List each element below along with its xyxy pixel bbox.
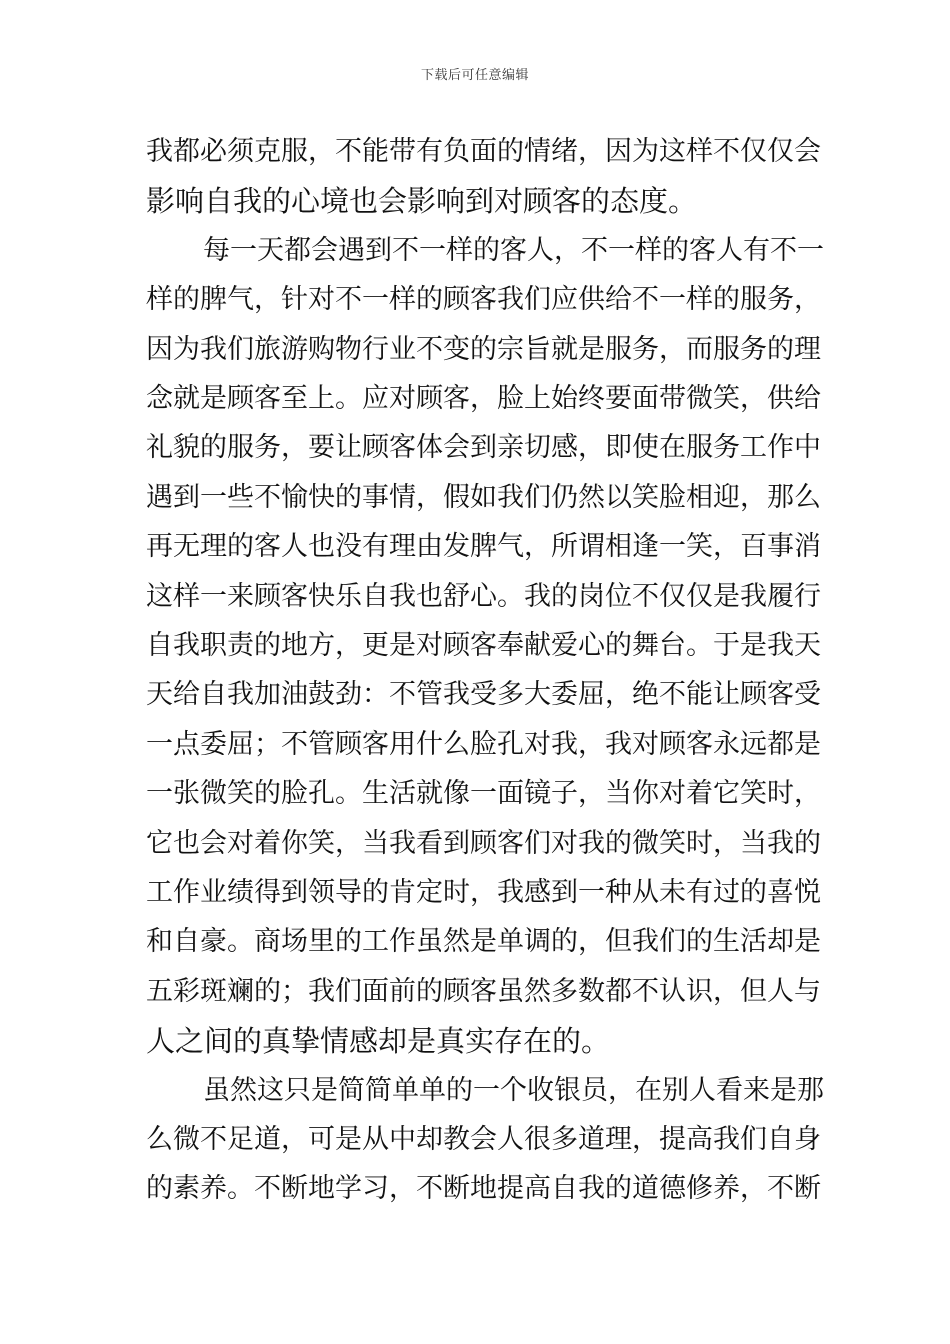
- text-line: 一点委屈；不管顾客用什么脸孔对我，我对顾客永远都是: [146, 728, 821, 760]
- text-line: 天给自我加油鼓劲：不管我受多大委屈，绝不能让顾客受: [146, 679, 821, 711]
- text-line: 再无理的客人也没有理由发脾气，所谓相逢一笑，百事消: [146, 531, 821, 563]
- text-line: 因为我们旅游购物行业不变的宗旨就是服务，而服务的理: [146, 333, 821, 365]
- text-line: 它也会对着你笑，当我看到顾客们对我的微笑时，当我的: [146, 827, 821, 859]
- text-line: 工作业绩得到领导的肯定时，我感到一种从未有过的喜悦: [146, 877, 821, 908]
- text-line: 人之间的真挚情感却是真实存在的。: [146, 1024, 611, 1059]
- text-line: 五彩斑斓的；我们面前的顾客虽然多数都不认识，但人与: [146, 975, 821, 1007]
- text-line: 念就是顾客至上。应对顾客，脸上始终要面带微笑，供给: [146, 383, 821, 414]
- text-line: 么微不足道，可是从中却教会人很多道理，提高我们自身: [146, 1124, 821, 1155]
- text-line: 每一天都会遇到不一样的客人，不一样的客人有不一: [203, 234, 824, 266]
- text-line: 样的脾气，针对不一样的顾客我们应供给不一样的服务，: [146, 284, 821, 316]
- text-line: 影响自我的心境也会影响到对顾客的态度。: [146, 184, 698, 219]
- text-line: 虽然这只是简简单单的一个收银员，在别人看来是那: [203, 1074, 824, 1106]
- page-header: 下载后可任意编辑: [420, 68, 529, 83]
- text-line: 自我职责的地方，更是对顾客奉献爱心的舞台。于是我天: [146, 630, 821, 661]
- text-line: 我都必须克服，不能带有负面的情绪，因为这样不仅仅会: [146, 136, 821, 167]
- text-line: 遇到一些不愉快的事情，假如我们仍然以笑脸相迎，那么: [146, 481, 821, 513]
- text-line: 礼貌的服务，要让顾客体会到亲切感，即使在服务工作中: [146, 432, 821, 464]
- text-line: 的素养。不断地学习，不断地提高自我的道德修养，不断: [146, 1173, 821, 1205]
- text-line: 这样一来顾客快乐自我也舒心。我的岗位不仅仅是我履行: [146, 580, 821, 612]
- text-line: 和自豪。商场里的工作虽然是单调的，但我们的生活却是: [146, 926, 821, 958]
- text-line: 一张微笑的脸孔。生活就像一面镜子，当你对着它笑时，: [146, 778, 821, 810]
